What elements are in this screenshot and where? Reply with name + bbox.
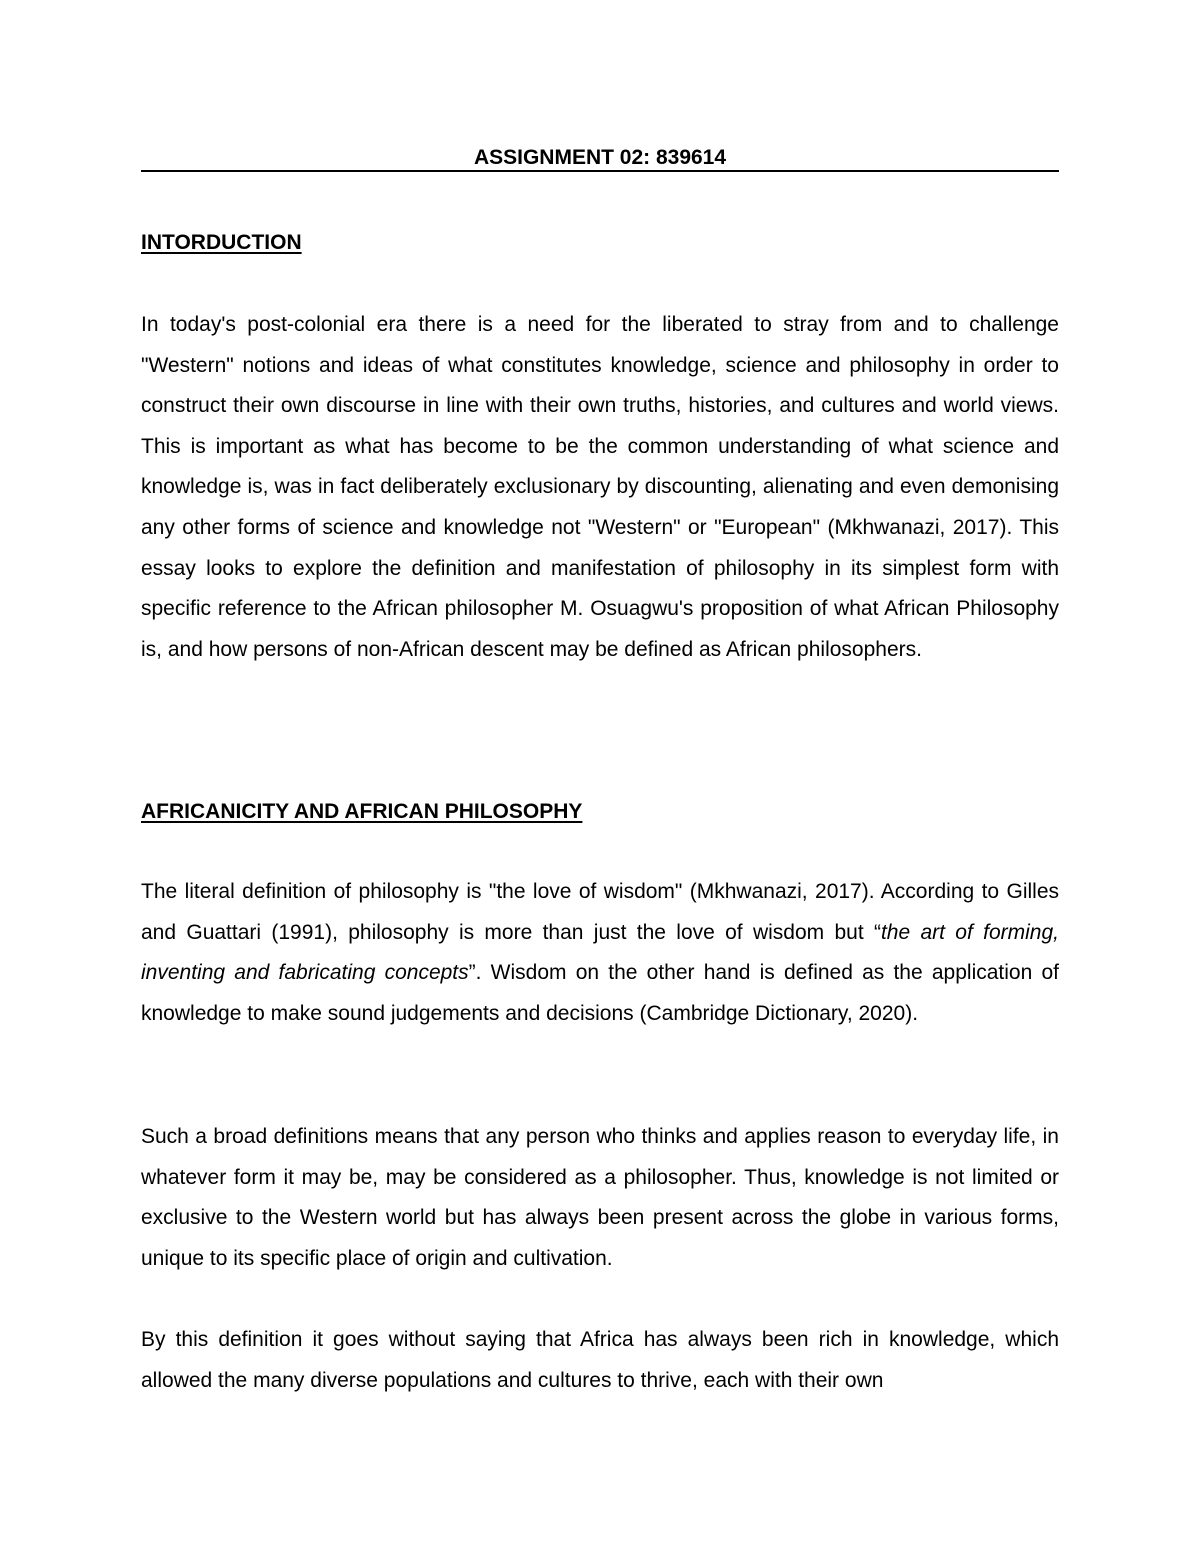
document-title: ASSIGNMENT 02: 839614: [473, 146, 727, 169]
definition-quote-italic: the art of forming, inventing and fabricating concepts: [141, 920, 1059, 985]
definition-text-before: The literal definition of philosophy is "the love of wisdom" (Mkhwanazi, 2017). According to Gilles and Guattari (1991), philosophy is more than just the love of wisdom but “: [141, 880, 1059, 944]
africa-knowledge-paragraph: By this definition it goes without saying that Africa has always been rich in knowledge, which allowed the many diverse populations and cultures to thrive, each with their own: [141, 1328, 1059, 1392]
definition-paragraph: [141, 872, 1059, 1034]
title-underline-rule: [141, 170, 1059, 172]
definition-text-after: ”. Wisdom on the other hand is defined as the application of knowledge to make sound judgements and decisions (Cambridge Dictionary, 2020).: [141, 961, 1059, 1025]
introduction-paragraph: In today's post-colonial era there is a need for the liberated to stray from and to challenge "Western" notions and ideas of what constitutes knowledge, science and philosophy in order to construct their own discourse in line with their own truths, histories, and cultures and world views. This is important as what has become to be the common understanding of what science and knowledge is, was in fact deliberately exclusionary by discounting, alienating and even demonising any other forms of science and knowledge not "Western" or "European" (Mkhwanazi, 2017). This essay looks to explore the definition and manifestation of philosophy in its simplest form with specific reference to the African philosopher M. Osuagwu's proposition of what African Philosophy is, and how persons of non-African descent may be defined as African philosophers.: [141, 313, 1059, 661]
broad-definition-paragraph: Such a broad definitions means that any person who thinks and applies reason to everyday life, in whatever form it may be, may be considered as a philosopher. Thus, knowledge is not limited or exclusive to the Western world but has always been present across the globe in various forms, unique to its specific place of origin and cultivation.: [141, 1125, 1059, 1270]
section-heading-introduction: INTORDUCTION: [141, 231, 302, 254]
section-heading-africanicity: AFRICANICITY AND AFRICAN PHILOSOPHY: [141, 800, 583, 823]
